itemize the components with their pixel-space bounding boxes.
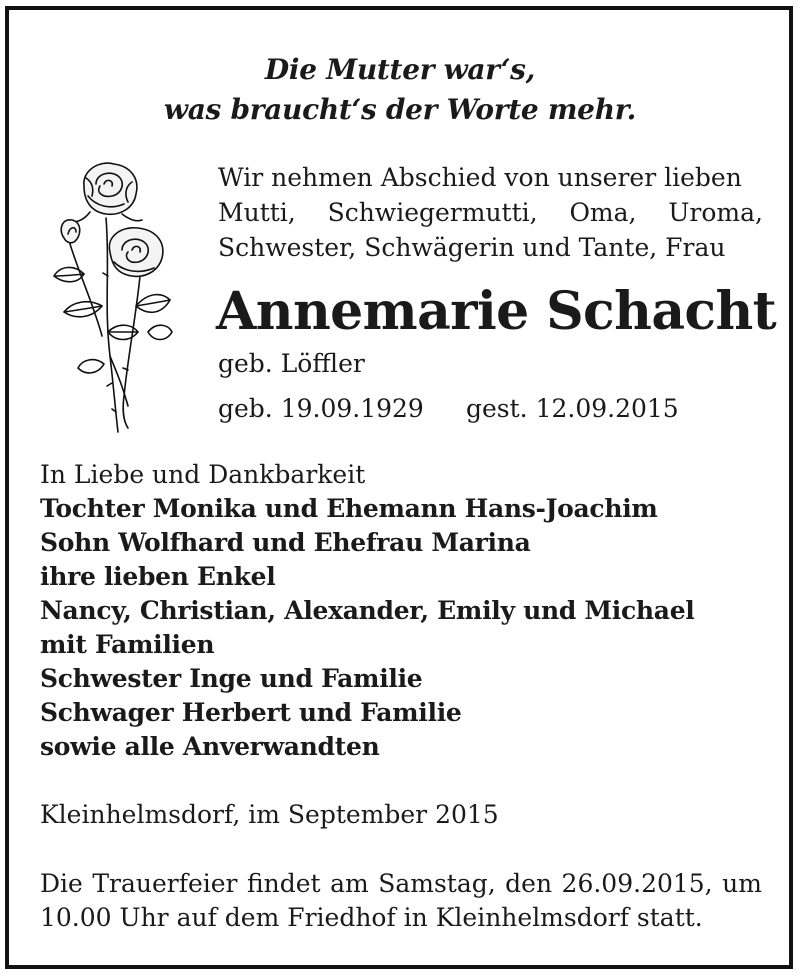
place-date: Kleinhelmsdorf, im September 2015	[40, 800, 499, 829]
motto-line-1: Die Mutter war‘s,	[264, 53, 536, 86]
mourner-line: Schwager Herbert und Familie	[40, 698, 462, 727]
mourner-line: Tochter Monika und Ehemann Hans-Joachim	[40, 494, 658, 523]
funeral-word: Die	[40, 869, 83, 898]
funeral-word: am	[330, 869, 369, 898]
funeral-word: Samstag,	[378, 869, 496, 898]
funeral-word: Trauerfeier	[92, 869, 238, 898]
funeral-word: um	[722, 869, 762, 898]
rose-illustration	[44, 156, 174, 438]
funeral-notice	[40, 867, 762, 935]
birth-name: geb. Löffler	[218, 349, 365, 378]
funeral-word: den	[505, 869, 553, 898]
intro-word: Mutti,	[218, 198, 296, 227]
motto	[0, 50, 800, 130]
life-dates	[218, 392, 679, 426]
intro-line-3: Schwester, Schwägerin und Tante, Frau	[218, 233, 726, 262]
funeral-line-2: 10.00 Uhr auf dem Friedhof in Kleinhelmsdorf statt.	[40, 903, 703, 932]
mourners-heading: In Liebe und Dankbarkeit	[40, 460, 366, 489]
mourner-line: Schwester Inge und Familie	[40, 664, 423, 693]
death-date: gest. 12.09.2015	[466, 394, 679, 423]
intro-line-2	[218, 195, 763, 230]
motto-line-2: was braucht‘s der Worte mehr.	[163, 93, 637, 126]
intro-word: Schwiegermutti,	[327, 198, 538, 227]
mourner-line: mit Familien	[40, 630, 215, 659]
intro-word: Oma,	[569, 198, 637, 227]
funeral-word: 26.09.2015,	[561, 869, 713, 898]
mourner-line: Sohn Wolfhard und Ehefrau Marina	[40, 528, 531, 557]
funeral-line-1	[40, 867, 762, 901]
mourner-line: ihre lieben Enkel	[40, 562, 276, 591]
intro-word: Uroma,	[668, 198, 763, 227]
mourners-list	[40, 458, 770, 764]
intro-line-1: Wir nehmen Abschied von unserer lieben	[218, 163, 742, 192]
funeral-word: findet	[246, 869, 321, 898]
mourner-line: sowie alle Anverwandten	[40, 732, 380, 761]
deceased-name: Annemarie Schacht	[216, 281, 777, 342]
birth-date: geb. 19.09.1929	[218, 394, 424, 423]
intro-text	[218, 160, 763, 265]
mourner-line: Nancy, Christian, Alexander, Emily und Michael	[40, 596, 695, 625]
